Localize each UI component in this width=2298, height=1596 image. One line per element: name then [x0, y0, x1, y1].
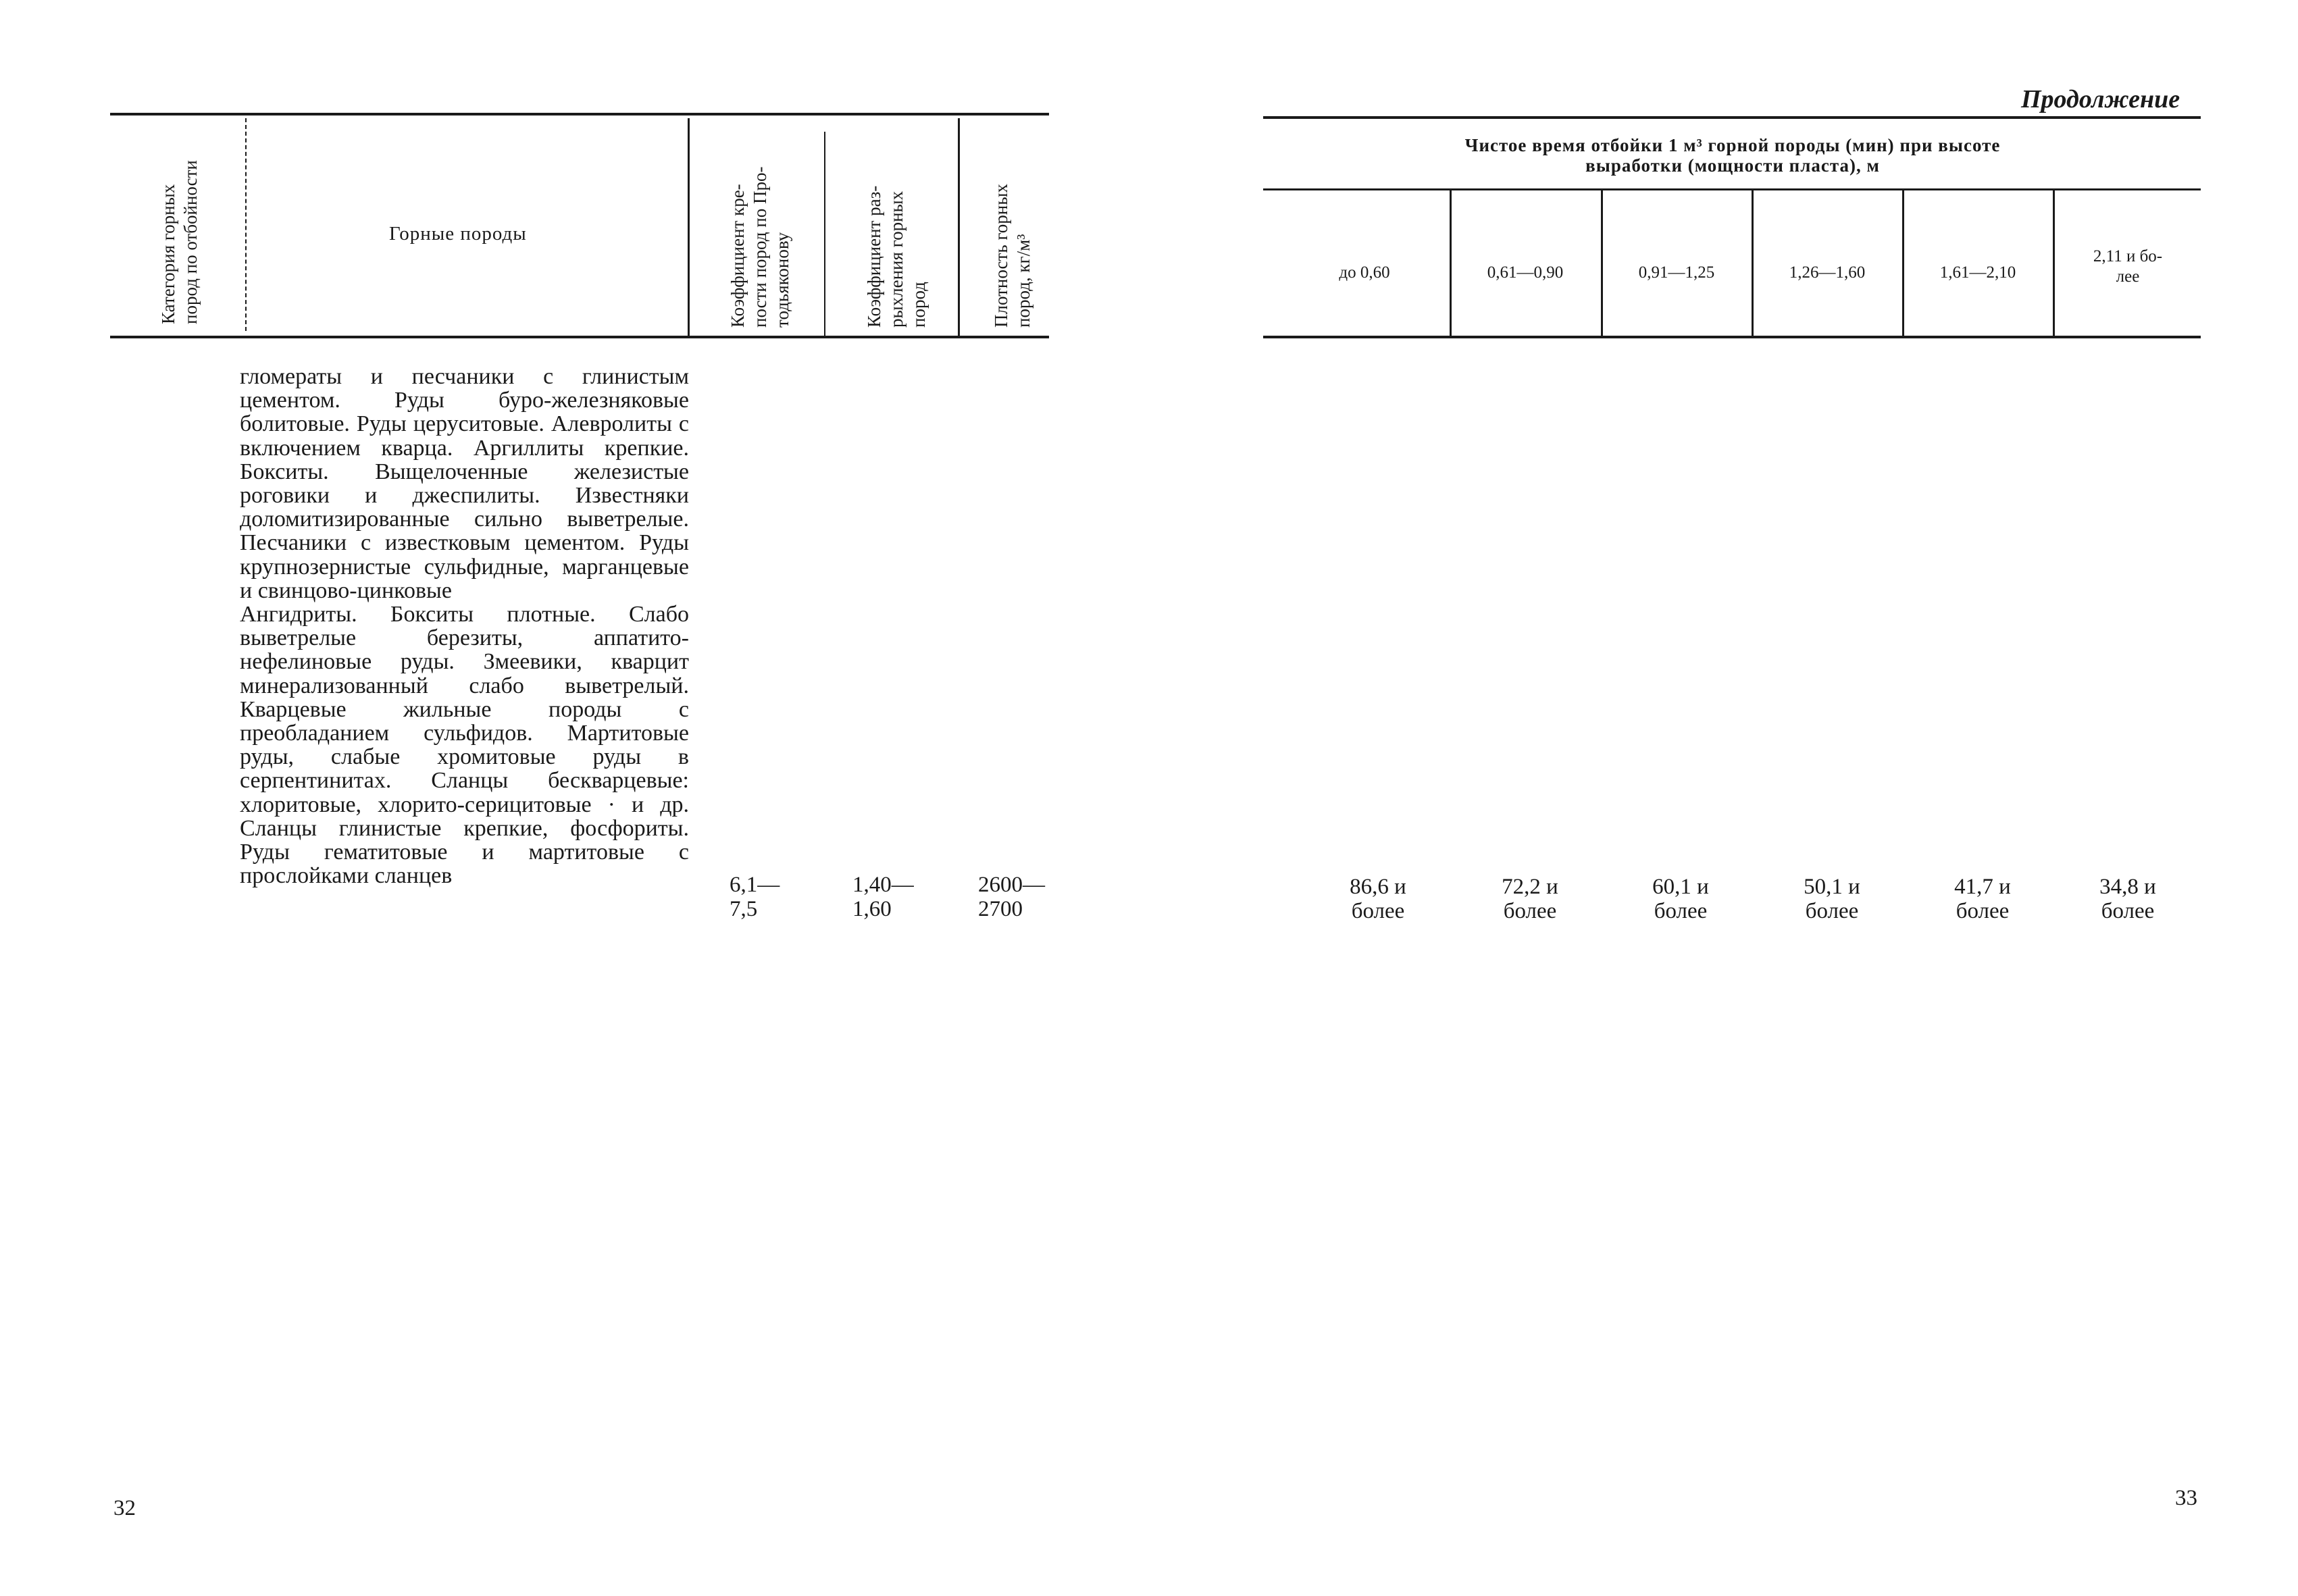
rock-paragraph-2: Ангидриты. Бокситы плотные. Слабо выветрелые березиты, аппатито-нефелиновые руды. Змеевики, кварцит минерализованный слабо выветрелый. Кварцевые жильные породы с преобладанием сульфидов. Мартитовые руды, слабые хромитовые руды в серпентинитах. Сланцы бескварцевые: хлоритовые, хлорито-серицитовые · и др. Сланцы глинистые крепкие, фосфориты. Руды гематитовые и мартитовые с прослойками сланцев [240, 602, 689, 889]
strength-value: 6,1— 7,5 [730, 873, 780, 921]
col-header-1: до 0,60 [1339, 263, 1390, 282]
page-number-right: 33 [2175, 1486, 2197, 1510]
time-value-4: 50,1 и более [1804, 875, 1860, 923]
header-loosening: Коэффициент раз- рыхления горных пород [864, 185, 929, 328]
header-density: Плотность горных пород, кг/м³ [991, 184, 1033, 328]
time-value-1: 86,6 и более [1350, 875, 1406, 923]
col-header-5: 1,61—2,10 [1939, 263, 2016, 282]
time-value-5: 41,7 и более [1954, 875, 2011, 923]
col-header-2: 0,61—0,90 [1487, 263, 1564, 282]
loosening-value: 1,40— 1,60 [852, 873, 914, 921]
col-header-4: 1,26—1,60 [1789, 263, 1866, 282]
right-header-bottom-rule [1263, 336, 2201, 338]
page-number-left: 32 [113, 1496, 136, 1520]
left-header-top-rule [110, 113, 1049, 115]
left-col-divider-4 [958, 118, 960, 336]
density-value: 2600— 2700 [978, 873, 1045, 921]
time-value-6: 34,8 и более [2099, 875, 2156, 923]
left-col-divider-3 [824, 132, 825, 336]
time-value-2: 72,2 и более [1502, 875, 1558, 923]
right-col-divider-3 [1752, 190, 1754, 336]
right-col-divider-1 [1450, 190, 1452, 336]
right-header-mid-rule [1263, 188, 2201, 190]
header-category: Категория горных пород по отбойности [158, 160, 201, 324]
header-strength: Коэффициент кре- пости пород по Про- тодьяконову [727, 166, 792, 328]
col-header-3: 0,91—1,25 [1638, 263, 1715, 282]
right-header-top-rule [1263, 116, 2201, 119]
header-rocks: Горные породы [389, 223, 527, 244]
col-header-6: 2,11 и бо- лее [2093, 247, 2163, 286]
right-col-divider-2 [1601, 190, 1603, 336]
left-col-divider-2 [688, 118, 690, 336]
left-header-bottom-rule [110, 336, 1049, 338]
continuation-label: Продолжение [2021, 85, 2180, 113]
time-group-header: Чистое время отбойки 1 м³ горной породы (мин) при высоте выработки (мощности пласта), м [1464, 135, 2001, 176]
rock-paragraph-1: гломераты и песчаники с глинистым цементом. Руды буро-железняковые болитовые. Руды церуситовые. Алевролиты с включением кварца. Аргиллиты крепкие. Бокситы. Выщелоченные железистые роговики и джеспилиты. Известняки доломитизированные сильно выветрелые. Песчаники с известковым цементом. Руды крупнозернистые сульфидные, марганцевые и свинцово-цинковые [240, 364, 689, 603]
rock-description [240, 365, 689, 887]
left-col-divider-1 [245, 118, 248, 331]
time-value-3: 60,1 и более [1652, 875, 1709, 923]
right-col-divider-5 [2053, 190, 2055, 336]
right-col-divider-4 [1902, 190, 1904, 336]
